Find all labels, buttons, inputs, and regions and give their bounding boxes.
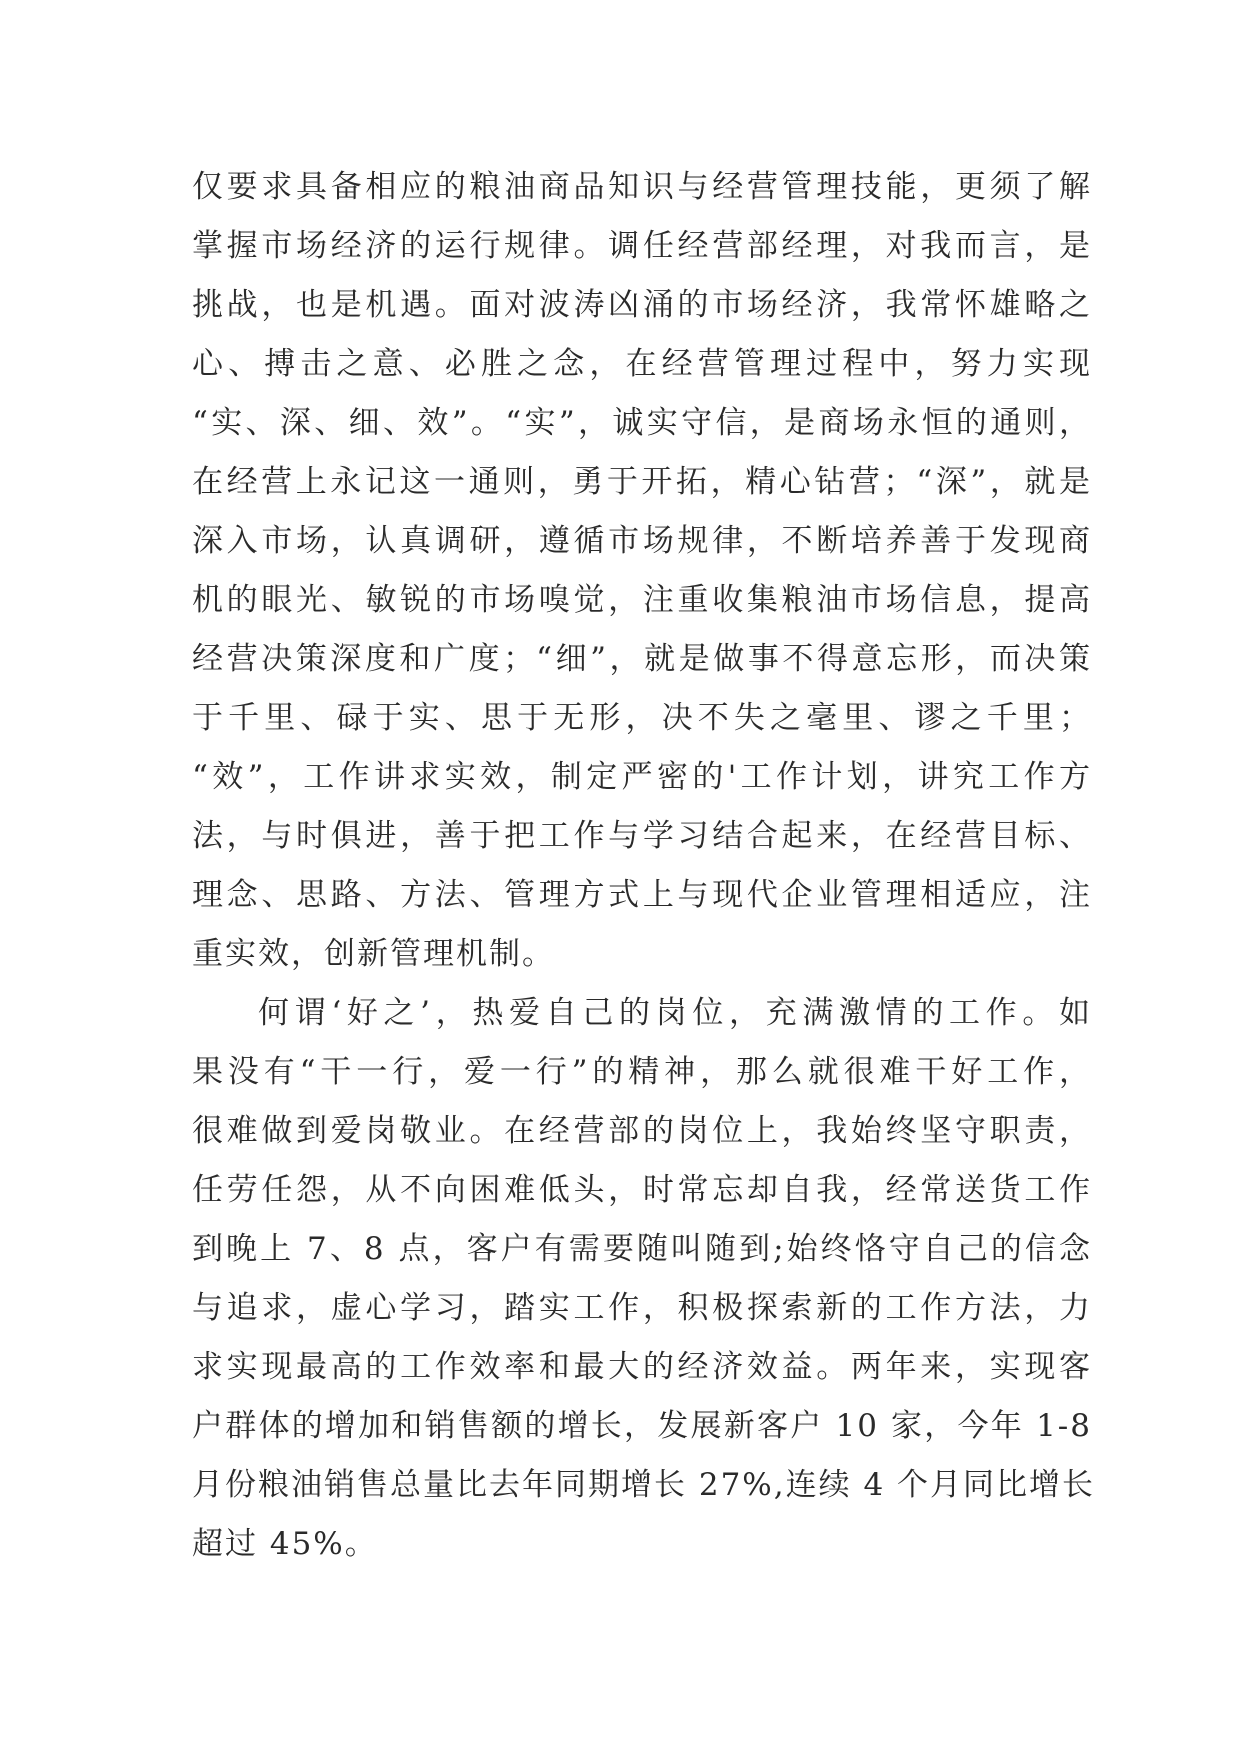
- paragraph-line: 经营决策深度和广度；“细”，就是做事不得意忘形，而决策: [192, 641, 1092, 677]
- paragraph-line: 很难做到爱岗敬业。在经营部的岗位上，我始终坚守职责，: [192, 1113, 1092, 1149]
- paragraph-line: “实、深、细、效”。“实”，诚实守信，是商场永恒的通则，: [192, 405, 1092, 441]
- paragraph-line: 深入市场，认真调研，遵循市场规律，不断培养善于发现商: [192, 523, 1092, 559]
- paragraph-1: [192, 158, 1092, 984]
- paragraph-line: 于千里、碌于实、思于无形，决不失之毫里、谬之千里；: [192, 700, 1092, 736]
- paragraph-line: 超过 45%。: [192, 1526, 378, 1562]
- paragraph-line: “效”，工作讲求实效，制定严密的'工作计划，讲究工作方: [192, 759, 1092, 795]
- paragraph-line: 心、搏击之意、必胜之念，在经营管理过程中，努力实现: [192, 346, 1092, 382]
- paragraph-line: 月份粮油销售总量比去年同期增长 27%,连续 4 个月同比增长: [192, 1467, 1096, 1503]
- paragraph-line: 到晚上 7、8 点，客户有需要随叫随到;始终恪守自己的信念: [192, 1231, 1092, 1267]
- paragraph-line: 户群体的增加和销售额的增长，发展新客户 10 家，今年 1-8: [192, 1408, 1092, 1444]
- paragraph-line: 机的眼光、敏锐的市场嗅觉，注重收集粮油市场信息，提高: [192, 582, 1092, 618]
- paragraph-line: 掌握市场经济的运行规律。调任经营部经理，对我而言，是: [192, 228, 1092, 264]
- paragraph-line-indented: 何谓‘好之’，热爱自己的岗位，充满激情的工作。如: [258, 995, 1092, 1031]
- paragraph-line: 在经营上永记这一通则，勇于开拓，精心钻营；“深”，就是: [192, 464, 1092, 500]
- paragraph-line: 理念、思路、方法、管理方式上与现代企业管理相适应，注: [192, 877, 1092, 913]
- paragraph-line: 法，与时俱进，善于把工作与学习结合起来，在经营目标、: [192, 818, 1092, 854]
- paragraph-2: [192, 984, 1096, 1574]
- paragraph-line: 任劳任怨，从不向困难低头，时常忘却自我，经常送货工作: [192, 1172, 1092, 1208]
- paragraph-line: 求实现最高的工作效率和最大的经济效益。两年来，实现客: [192, 1349, 1092, 1385]
- paragraph-line: 与追求，虚心学习，踏实工作，积极探索新的工作方法，力: [192, 1290, 1092, 1326]
- document-body: [192, 158, 1096, 1574]
- paragraph-line: 果没有“干一行，爱一行”的精神，那么就很难干好工作，: [192, 1054, 1092, 1090]
- paragraph-line: 重实效，创新管理机制。: [192, 936, 555, 972]
- paragraph-line: 仅要求具备相应的粮油商品知识与经营管理技能，更须了解: [192, 169, 1092, 205]
- paragraph-line: 挑战，也是机遇。面对波涛凶涌的市场经济，我常怀雄略之: [192, 287, 1092, 323]
